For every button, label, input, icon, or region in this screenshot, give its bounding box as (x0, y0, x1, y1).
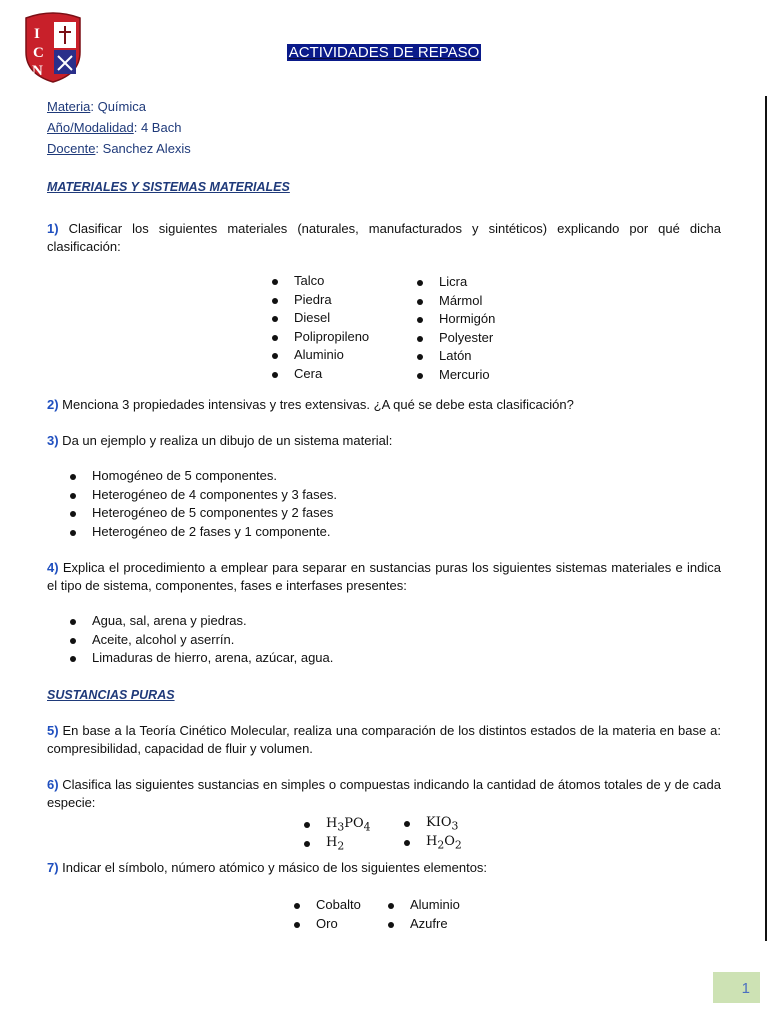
list-item: Licra (415, 273, 495, 292)
list-item: Mármol (415, 292, 495, 311)
list-item: Polipropileno (270, 328, 369, 347)
formula-h2o2: $H_2O_2$ (402, 833, 462, 852)
page-title: ACTIVIDADES DE REPASO (288, 44, 480, 61)
list-item: Diesel (270, 309, 369, 328)
question-text: Menciona 3 propiedades intensivas y tres extensivas. ¿A qué se debe esta clasificación? (58, 397, 574, 412)
list-item: Aluminio (270, 346, 369, 365)
separation-systems-list (68, 612, 333, 668)
question-number: 6) (47, 777, 59, 792)
question-number: 7) (47, 860, 59, 875)
materials-list-1 (270, 272, 369, 384)
docente-value: : Sanchez Alexis (95, 141, 191, 156)
question-6 (47, 776, 721, 812)
logo-letter-n: N (32, 63, 43, 79)
materia-label: Materia (47, 99, 91, 114)
list-item: Heterogéneo de 4 componentes y 3 fases. (68, 486, 337, 505)
question-number: 1) (47, 221, 59, 236)
list-item: Cobalto (292, 896, 361, 915)
list-item: Aceite, alcohol y aserrín. (68, 631, 333, 650)
list-item: Heterogéneo de 5 componentes y 2 fases (68, 504, 337, 523)
list-item: Piedra (270, 291, 369, 310)
docente-label: Docente (47, 141, 96, 156)
elements-list-2 (386, 896, 460, 933)
list-item: Latón (415, 347, 495, 366)
formula-h3po4: $H_3PO_4$ (302, 815, 371, 834)
question-number: 5) (47, 723, 59, 738)
logo-letter-c: C (33, 45, 44, 61)
logo-letter-i: I (34, 26, 40, 42)
materia-line (47, 96, 191, 117)
list-item: Homogéneo de 5 componentes. (68, 467, 337, 486)
question-number: 2) (47, 397, 59, 412)
question-text: En base a la Teoría Cinético Molecular, realiza una comparación de los distintos estados de la materia en base a: compresibilidad, capacidad de fluir y volumen. (47, 723, 721, 756)
list-item: Mercurio (415, 366, 495, 385)
formula-h2: $H_2$ (302, 834, 371, 853)
question-text: Clasificar los siguientes materiales (naturales, manufacturados y sintéticos) explicando por qué dicha clasificación: (47, 221, 721, 254)
course-info (47, 96, 191, 159)
list-item: Cera (270, 365, 369, 384)
list-item: Agua, sal, arena y piedras. (68, 612, 333, 631)
list-item: Limaduras de hierro, arena, azúcar, agua. (68, 649, 333, 668)
question-number: 4) (47, 560, 59, 575)
page-number: 1 (713, 972, 760, 1003)
list-item: Aluminio (386, 896, 460, 915)
question-text: Da un ejemplo y realiza un dibujo de un sistema material: (58, 433, 393, 448)
formula-list-1 (302, 815, 371, 852)
anio-line (47, 117, 191, 138)
list-item: Oro (292, 915, 361, 934)
question-text: Indicar el símbolo, número atómico y másico de los siguientes elementos: (58, 860, 488, 875)
system-examples-list (68, 467, 337, 541)
question-3 (47, 432, 721, 450)
anio-value: : 4 Bach (133, 120, 182, 135)
materials-list-2 (415, 273, 495, 385)
list-item: Hormigón (415, 310, 495, 329)
question-2 (47, 396, 721, 414)
materia-value: : Química (90, 99, 146, 114)
formula-kio3: $KIO_3$ (402, 814, 462, 833)
formula-list-2 (402, 814, 462, 851)
margin-line (765, 96, 767, 941)
question-7 (47, 859, 721, 877)
question-number: 3) (47, 433, 59, 448)
docente-line (47, 138, 191, 159)
list-item: Talco (270, 272, 369, 291)
list-item: Azufre (386, 915, 460, 934)
question-4 (47, 559, 721, 595)
elements-list-1 (292, 896, 361, 933)
section-heading-materiales: MATERIALES Y SISTEMAS MATERIALES (47, 180, 290, 194)
anio-label: Año/Modalidad (47, 120, 134, 135)
section-heading-sustancias: SUSTANCIAS PURAS (47, 688, 175, 702)
question-text: Clasifica las siguientes sustancias en simples o compuestas indicando la cantidad de átomos totales de y de cada especie: (47, 777, 721, 810)
list-item: Heterogéneo de 2 fases y 1 componente. (68, 523, 337, 542)
question-text: Explica el procedimiento a emplear para separar en sustancias puras los siguientes sistemas materiales e indica el tipo de sistema, componentes, fases e interfases presentes: (47, 560, 721, 593)
list-item: Polyester (415, 329, 495, 348)
question-5 (47, 722, 721, 758)
question-1 (47, 220, 721, 256)
